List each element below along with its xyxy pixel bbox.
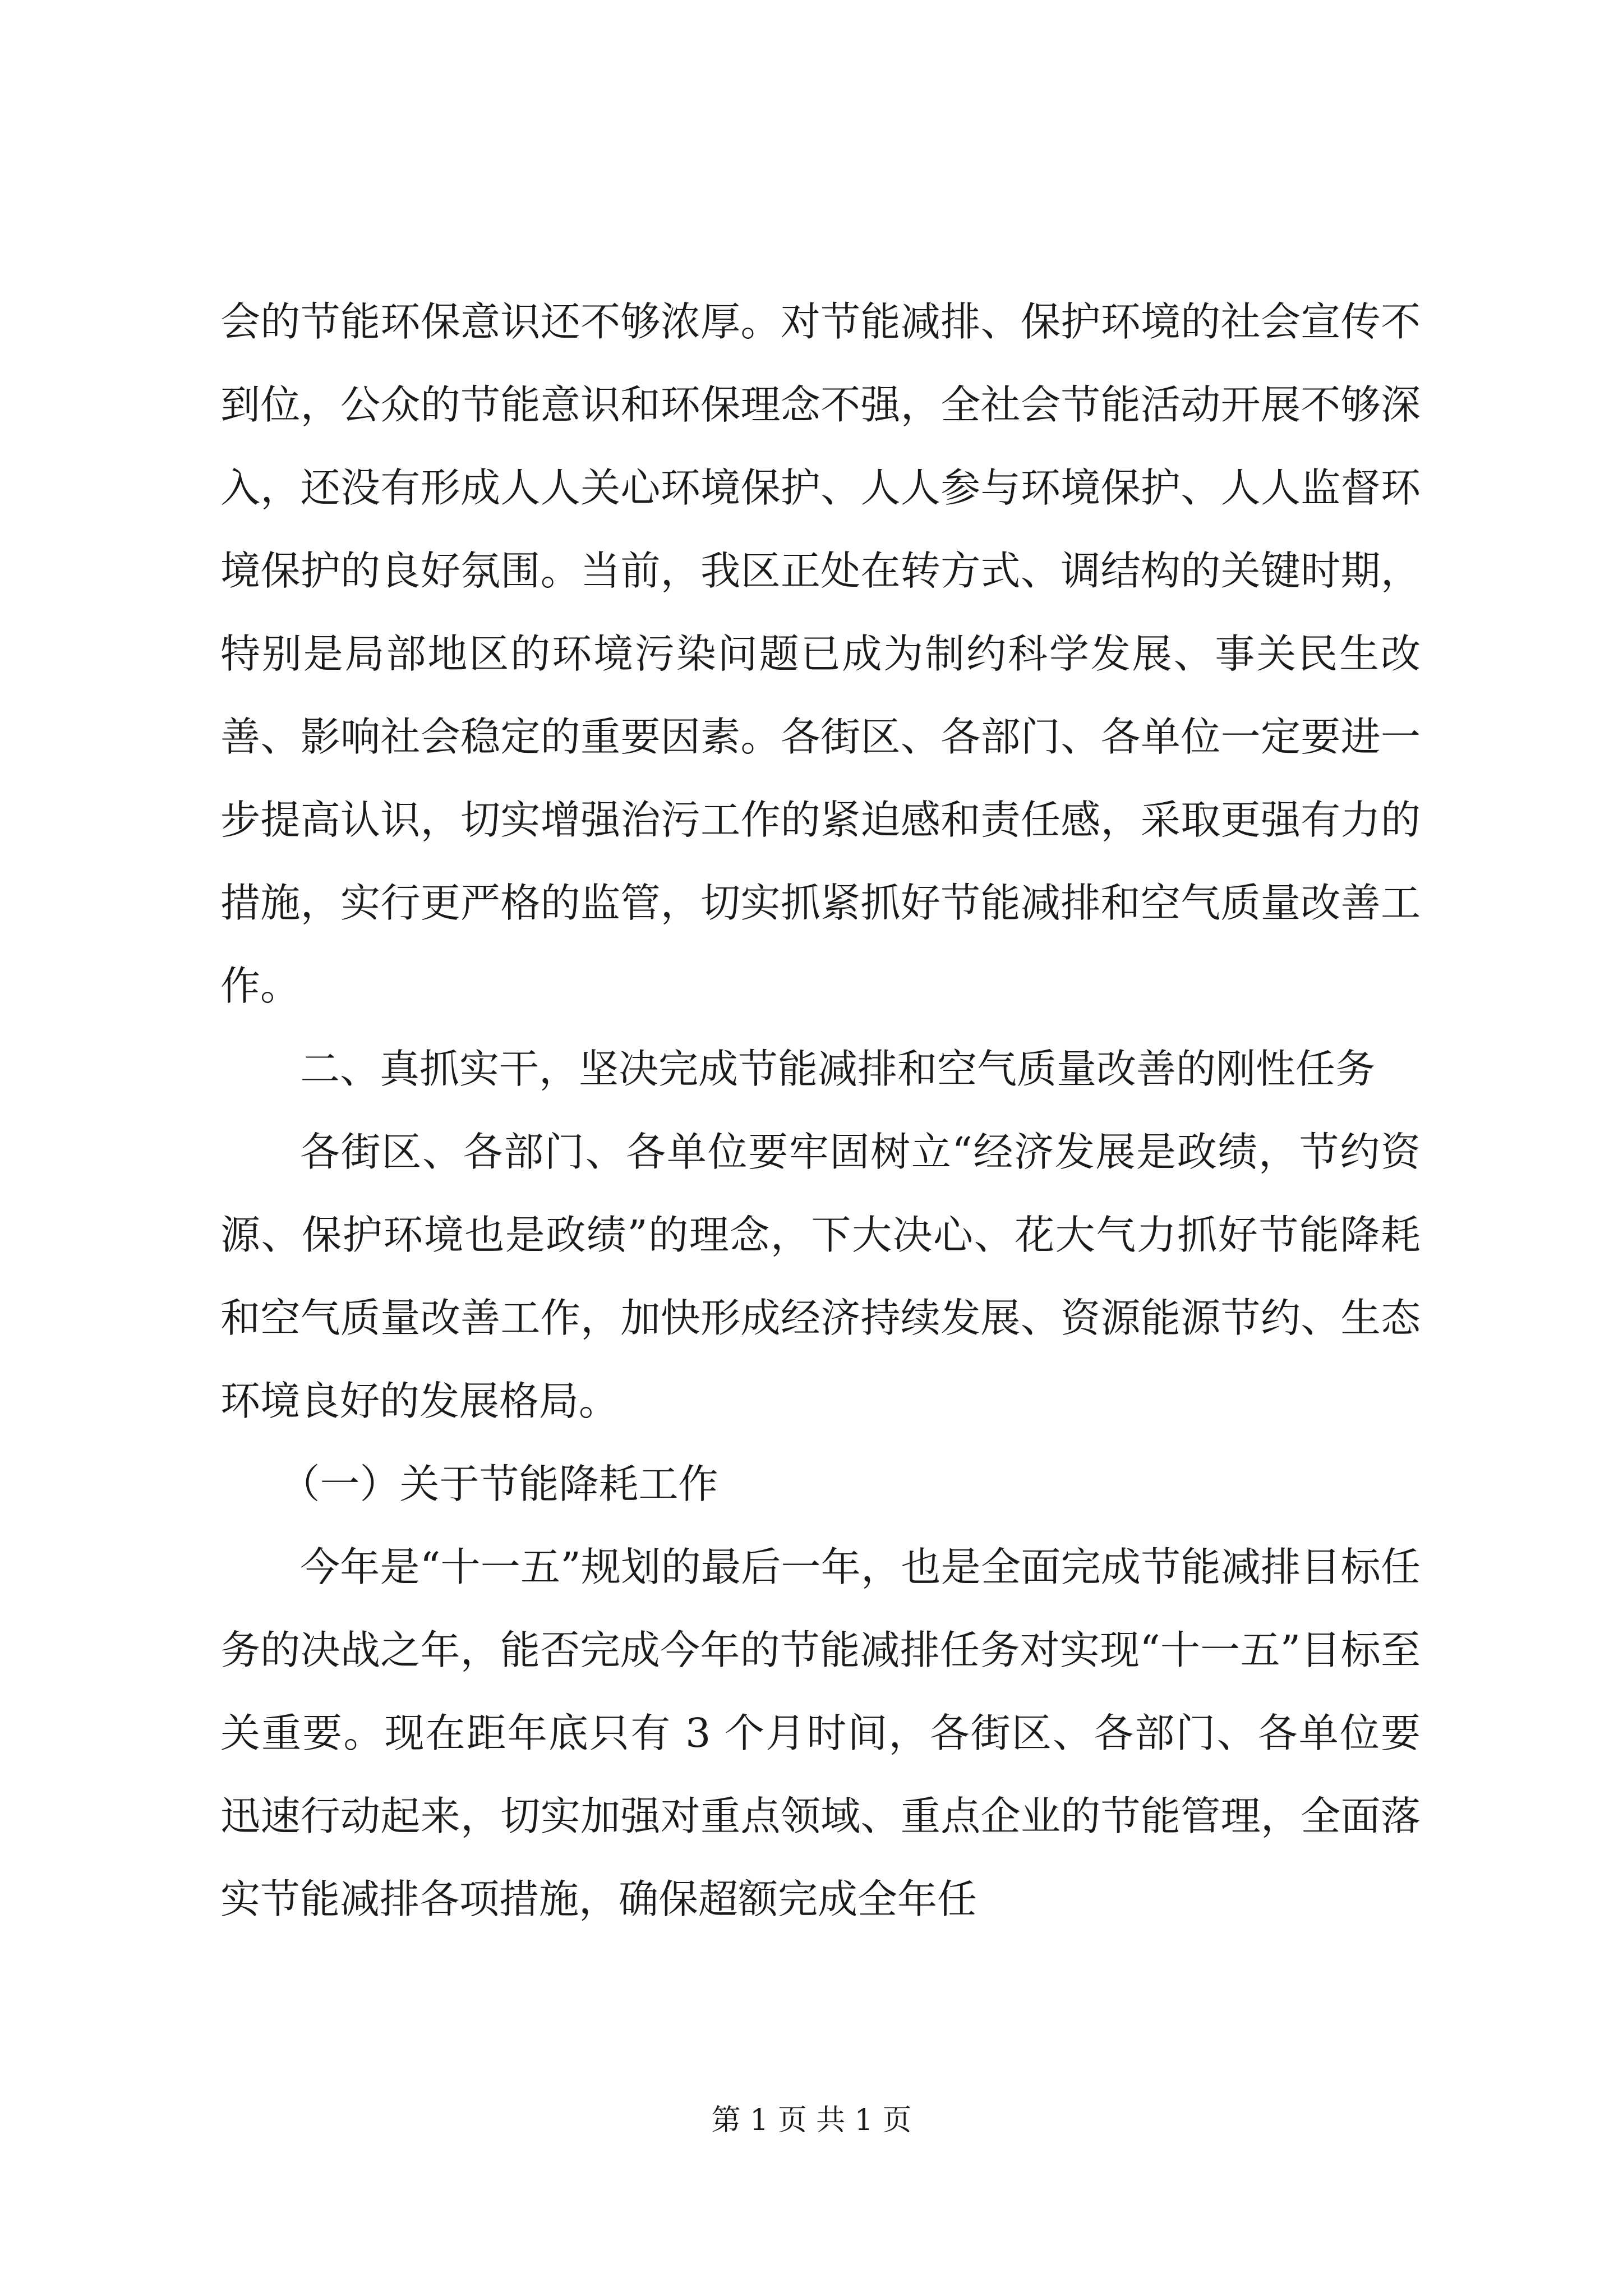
page-number-label: 第 1 页 共 1 页 [711,2104,912,2137]
section-heading: 二、真抓实干，坚决完成节能减排和空气质量改善的刚性任务 [300,1046,1376,1092]
page-footer [0,2101,1623,2140]
subsection-heading: （一）关于节能降耗工作 [280,1461,718,1507]
paragraph: 今年是“十一五”规划的最后一年，也是全面完成节能减排目标任务的决战之年，能否完成今年的节能减排任务对实现“十一五”目标至关重要。现在距年底只有 3 个月时间，各街区、各部门、各单位要迅速行动起来，切实加强对重点领域、重点企业的节能管理，全面落实节能减排各项措施，确保超额完成全年任 [220,1544,1421,1922]
paragraph-continuation: 会的节能环保意识还不够浓厚。对节能减排、保护环境的社会宣传不到位，公众的节能意识和环保理念不强，全社会节能活动开展不够深入，还没有形成人人关心环境保护、人人参与环境保护、人人监督环境保护的良好氛围。当前，我区正处在转方式、调结构的关键时期，特别是局部地区的环境污染问题已成为制约科学发展、事关民生改善、影响社会稳定的重要因素。各街区、各部门、各单位一定要进一步提高认识，切实增强治污工作的紧迫感和责任感，采取更强有力的措施，实行更严格的监管，切实抓紧抓好节能减排和空气质量改善工作。 [220,298,1421,1009]
paragraph: 各街区、各部门、各单位要牢固树立“经济发展是政绩，节约资源、保护环境也是政绩”的理念，下大决心、花大气力抓好节能降耗和空气质量改善工作，加快形成经济持续发展、资源能源节约、生态环境良好的发展格局。 [220,1129,1421,1424]
document-body [220,280,1421,1941]
